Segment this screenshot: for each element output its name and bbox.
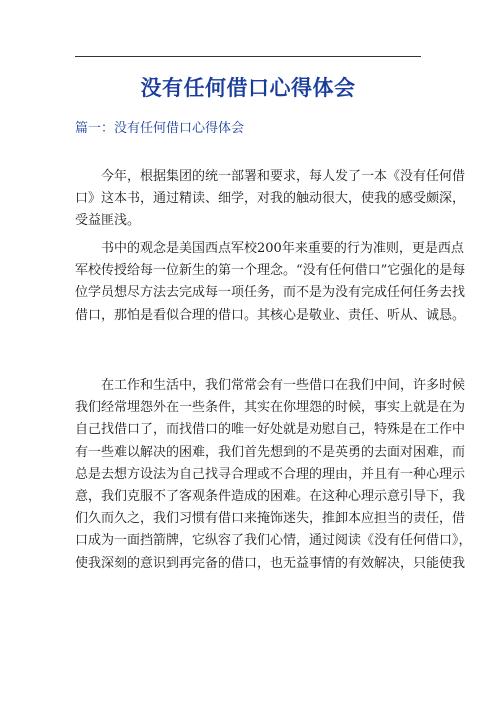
paragraph-line: 今年，根据集团的统一部署和要求，每人发了一本《没有任何借 xyxy=(75,169,466,184)
paragraph-line: 总是去想方设法为自己找寻合理或不合理的理由，并且有一种心理示 xyxy=(75,466,466,482)
document-title: 没有任何借口心得体会 xyxy=(140,75,356,100)
header-rule xyxy=(75,56,421,57)
paragraph-line: 口成为一面挡箭牌，它纵容了我们心情，通过阅读《没有任何借口》， xyxy=(75,533,472,549)
paragraph-line: 受益匪浅。 xyxy=(75,213,141,229)
paragraph-line: 我们经常埋怨外在一些条件，其实在你埋怨的时候，事实上就是在为 xyxy=(75,400,466,416)
paragraph-3 xyxy=(75,375,472,575)
paragraph-line: 自己找借口了，而找借口的唯一好处就是劝慰自己，特殊是在工作中 xyxy=(75,422,466,438)
paragraph-line: 在工作和生活中，我们常常会有一些借口在我们中间，许多时候 xyxy=(75,378,466,393)
paragraph-line: 口》这本书，通过精读、细学，对我的触动很大，使我的感受颇深， xyxy=(75,191,466,207)
paragraph-line: 们久而久之，我们习惯有借口来掩饰迷失，推卸本应担当的责任，借 xyxy=(75,511,466,527)
paragraph-line: 借口，那怕是看似合理的借口。其核心是敬业、责任、听从、诚恳。 xyxy=(75,307,466,323)
paragraph-line: 位学员想尽方法去完成每一项任务，而不是为没有完成任何任务去找 xyxy=(75,285,466,301)
paragraph-line: 使我深刻的意识到再完备的借口，也无益事情的有效解决，只能使我 xyxy=(75,555,466,571)
paragraph-line: 意，我们克服不了客观条件造成的困难。在这种心理示意引导下，我 xyxy=(75,489,466,505)
paragraph-1 xyxy=(75,166,466,233)
paragraph-line: 军校传授给每一位新生的第一个理念。“没有任何借口”它强化的是每 xyxy=(75,263,466,279)
paragraph-line: 书中的观念是美国西点军校200年来重要的行为准则，更是西点 xyxy=(75,241,464,256)
section-subtitle: 篇一：没有任何借口心得体会 xyxy=(75,121,245,136)
paragraph-2 xyxy=(75,238,466,327)
paragraph-line: 有一些难以解决的困难，我们首先想到的不是英勇的去面对困难，而 xyxy=(75,444,466,460)
